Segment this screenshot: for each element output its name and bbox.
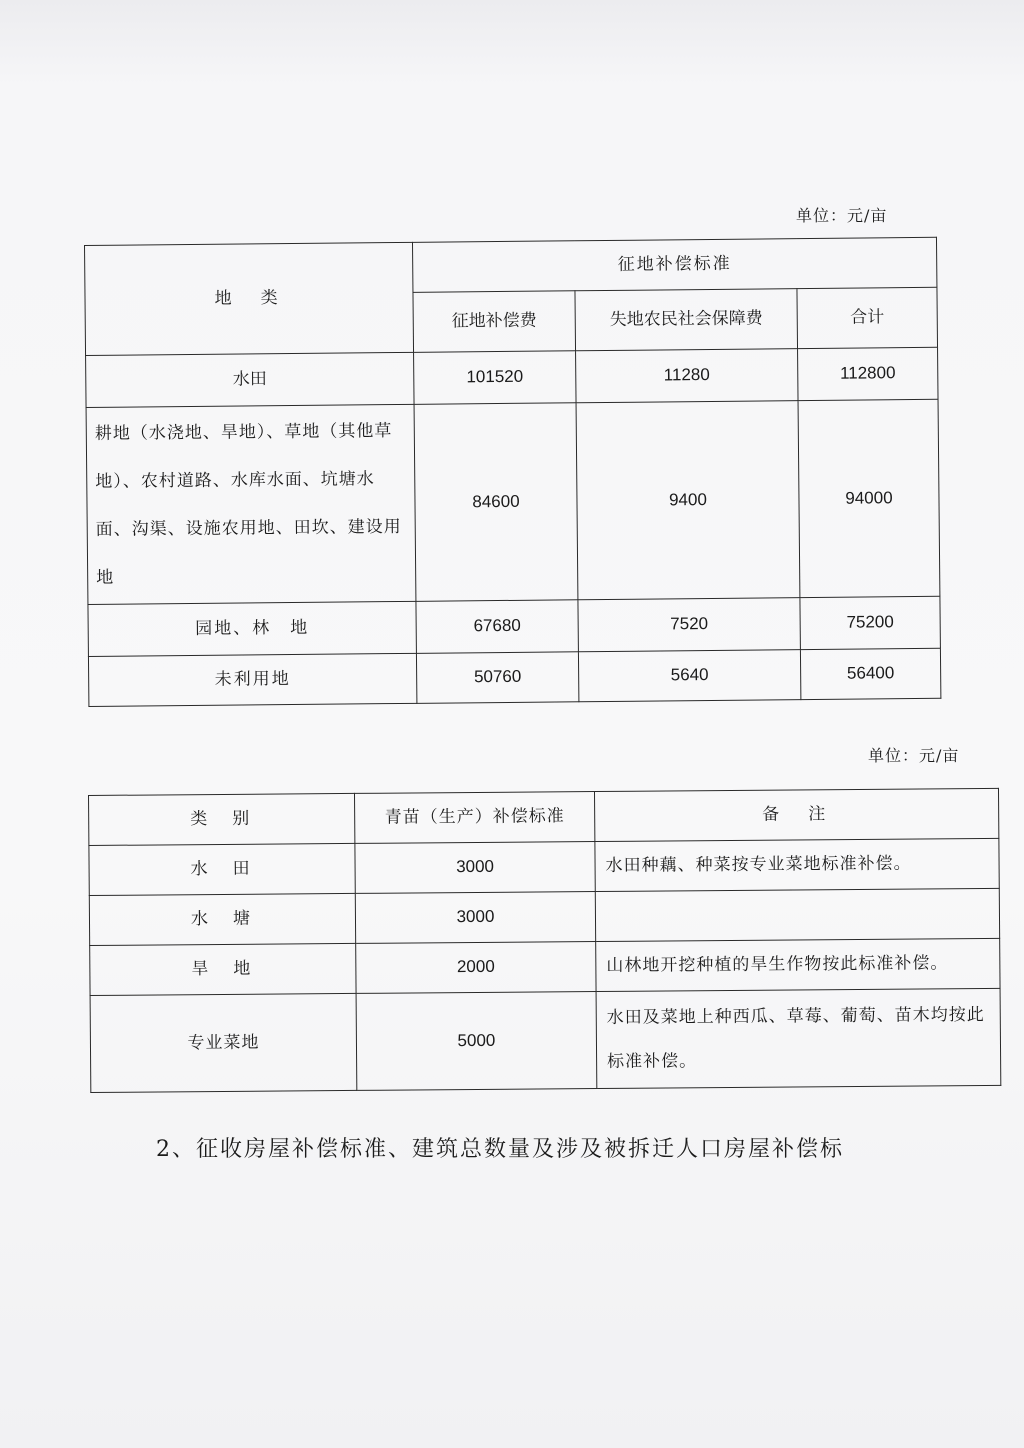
row-fee: 67680 — [416, 600, 578, 654]
row-remark: 山林地开挖种植的旱生作物按此标准补偿。 — [596, 938, 1000, 991]
row-standard: 5000 — [356, 992, 597, 1091]
row-standard: 2000 — [356, 942, 596, 994]
header-land-type: 地 类 — [85, 242, 414, 355]
row-fee: 101520 — [414, 351, 576, 405]
table-row — [86, 399, 940, 604]
header-col-fee: 征地补偿费 — [413, 291, 576, 353]
row-social: 11280 — [576, 349, 798, 403]
row-total: 56400 — [800, 648, 940, 699]
table-row — [89, 838, 999, 895]
row-social: 5640 — [578, 650, 800, 702]
row-total: 75200 — [800, 596, 940, 649]
row-category: 水 塘 — [89, 893, 355, 945]
table-row — [89, 888, 999, 945]
row-land-type: 水田 — [86, 352, 414, 407]
row-fee: 84600 — [414, 403, 578, 602]
row-standard: 3000 — [355, 842, 595, 894]
row-total: 112800 — [798, 347, 938, 400]
table-row — [90, 938, 1000, 995]
header-category: 类 别 — [89, 793, 355, 845]
row-category: 水 田 — [89, 843, 355, 895]
row-remark: 水田及菜地上种西瓜、草莓、葡萄、苗木均按此标准补偿。 — [596, 988, 1001, 1088]
row-remark — [595, 888, 999, 941]
header-col-social: 失地农民社会保障费 — [575, 289, 798, 351]
table1-unit-label: 单位：元/亩 — [796, 206, 888, 225]
table-row — [88, 596, 940, 656]
row-land-type: 未利用地 — [88, 653, 416, 706]
row-category: 专业菜地 — [90, 993, 357, 1092]
table-row — [90, 988, 1001, 1092]
row-standard: 3000 — [355, 892, 595, 944]
row-social: 7520 — [578, 598, 800, 652]
table-row — [88, 648, 940, 706]
table-row — [86, 347, 938, 407]
table2-unit-label: 单位：元/亩 — [868, 746, 960, 765]
row-total: 94000 — [798, 399, 940, 597]
row-fee: 50760 — [416, 652, 578, 704]
section-heading: 2、征收房屋补偿标准、建筑总数量及涉及被拆迁人口房屋补偿标 — [156, 1137, 844, 1162]
row-category: 旱 地 — [90, 943, 356, 995]
crop-compensation-table — [88, 788, 1001, 1093]
row-remark: 水田种藕、种菜按专业菜地标准补偿。 — [595, 838, 999, 891]
row-land-type: 园地、林 地 — [88, 601, 416, 656]
row-land-type: 耕地（水浇地、旱地）、草地（其他草地）、农村道路、水库水面、坑塘水面、沟渠、设施农用地、田坎、建设用地 — [86, 404, 416, 604]
header-col-total: 合计 — [797, 287, 938, 348]
header-compensation-standard: 征地补偿标准 — [412, 237, 936, 292]
header-remark: 备 注 — [594, 788, 998, 841]
land-compensation-table — [84, 237, 941, 707]
header-crop-standard: 青苗（生产）补偿标准 — [354, 792, 594, 844]
row-social: 9400 — [576, 401, 800, 600]
